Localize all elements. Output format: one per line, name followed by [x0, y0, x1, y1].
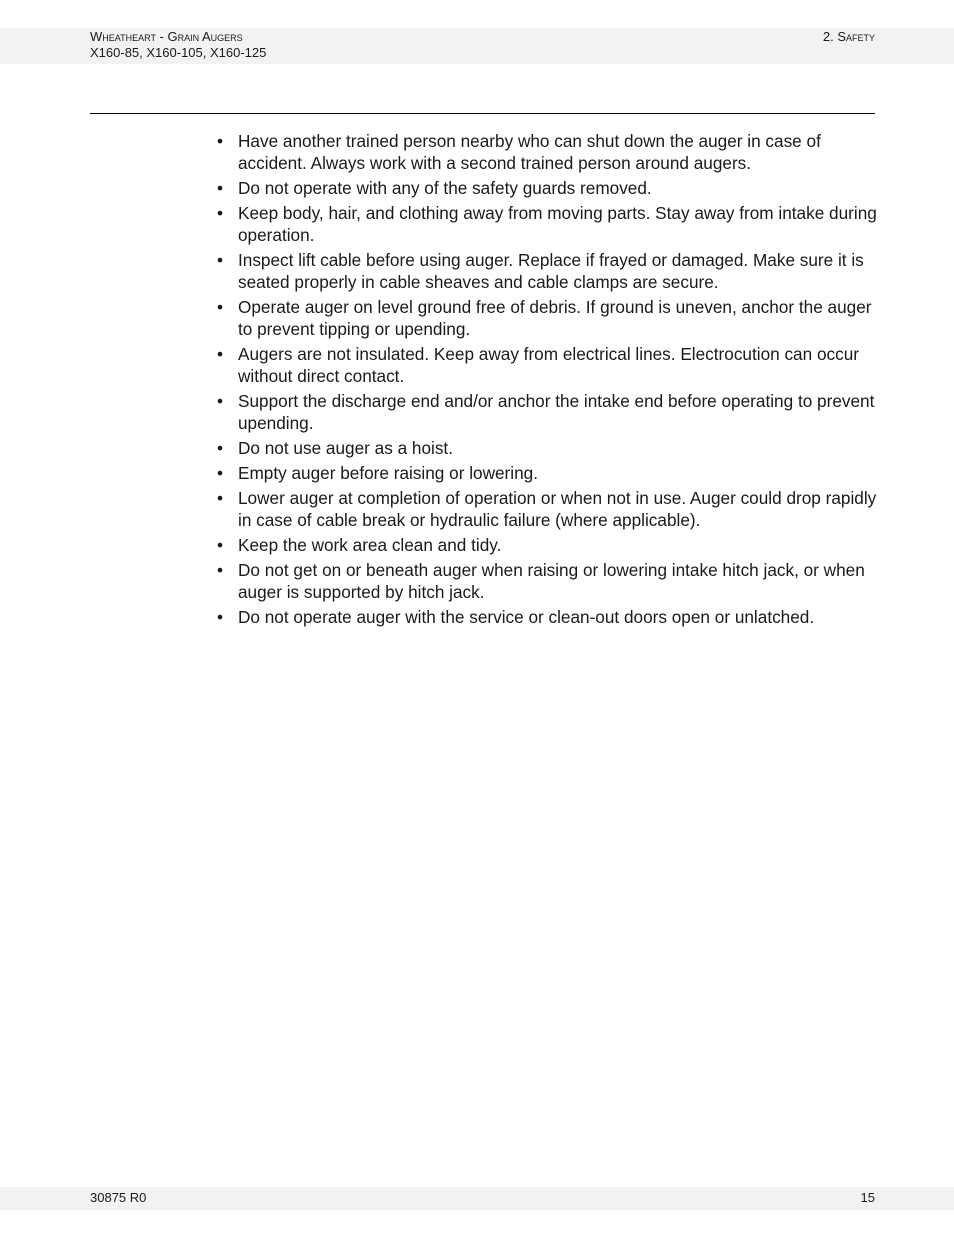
page-number: 15	[860, 1190, 875, 1205]
list-item-text: Operate auger on level ground free of debris. If ground is uneven, anchor the auger to prevent tipping or upending.	[238, 297, 872, 339]
list-item	[217, 606, 877, 628]
bullet-marker: •	[217, 438, 224, 458]
list-item-text: Lower auger at completion of operation or when not in use. Auger could drop rapidly in case of cable break or hydraulic failure (where applicable).	[238, 488, 877, 530]
document-number: 30875 R0	[90, 1190, 147, 1205]
list-item	[217, 343, 877, 387]
list-item	[217, 130, 877, 174]
list-item	[217, 390, 877, 434]
bullet-marker: •	[217, 607, 224, 627]
list-item-text: Do not use auger as a hoist.	[238, 438, 453, 458]
list-item	[217, 437, 877, 459]
list-item-text: Empty auger before raising or lowering.	[238, 463, 538, 483]
document-title	[90, 29, 266, 61]
bullet-marker: •	[217, 488, 224, 508]
list-item-text: Do not get on or beneath auger when raising or lowering intake hitch jack, or when auger is supported by hitch jack.	[238, 560, 865, 602]
list-item-text: Augers are not insulated. Keep away from electrical lines. Electrocution can occur without direct contact.	[238, 344, 859, 386]
list-item	[217, 534, 877, 556]
bullet-marker: •	[217, 535, 224, 555]
bullet-marker: •	[217, 203, 224, 223]
list-item-text: Keep the work area clean and tidy.	[238, 535, 502, 555]
section-title: 2. Safety	[822, 29, 875, 44]
bullet-marker: •	[217, 297, 224, 317]
model-numbers: X160-85, X160-105, X160-125	[90, 45, 267, 60]
product-title: Wheatheart - Grain Augers	[90, 29, 243, 44]
bullet-marker: •	[217, 560, 224, 580]
list-item-text: Keep body, hair, and clothing away from moving parts. Stay away from intake during operation.	[238, 203, 877, 245]
list-item	[217, 177, 877, 199]
list-item-text: Have another trained person nearby who can shut down the auger in case of accident. Always work with a second trained person around augers.	[238, 131, 821, 173]
list-item	[217, 249, 877, 293]
safety-bullet-list	[217, 130, 877, 631]
bullet-marker: •	[217, 391, 224, 411]
list-item	[217, 559, 877, 603]
bullet-marker: •	[217, 463, 224, 483]
list-item-text: Support the discharge end and/or anchor the intake end before operating to prevent upending.	[238, 391, 875, 433]
list-item	[217, 487, 877, 531]
list-item-text: Do not operate auger with the service or clean-out doors open or unlatched.	[238, 607, 815, 627]
list-item	[217, 202, 877, 246]
bullet-marker: •	[217, 131, 224, 151]
list-item	[217, 462, 877, 484]
bullet-marker: •	[217, 178, 224, 198]
bullet-marker: •	[217, 344, 224, 364]
header-divider	[90, 113, 875, 114]
list-item	[217, 296, 877, 340]
list-item-text: Inspect lift cable before using auger. Replace if frayed or damaged. Make sure it is seated properly in cable sheaves and cable clamps are secure.	[238, 250, 864, 292]
bullet-marker: •	[217, 250, 224, 270]
list-item-text: Do not operate with any of the safety guards removed.	[238, 178, 652, 198]
